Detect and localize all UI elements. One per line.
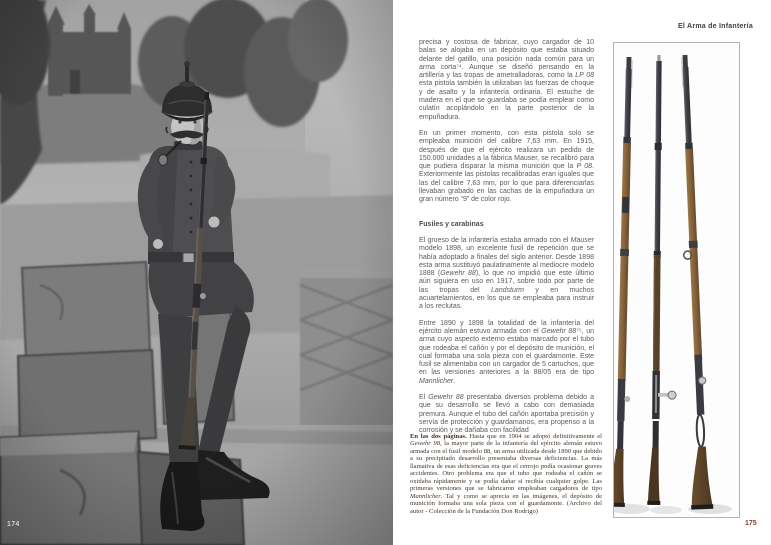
paragraph: El Gewehr 88 presentaba diversos problema debido a que su desarrollo se llevó a cabo con demasiada premura. Aunque el tubo del cañón aportaba precisión y servía de protección y guardamanos, era propenso a la corrosión y se dañaba con facilidad [419,393,594,435]
paragraph: El grueso de la infantería estaba armado con el Mauser modelo 1898, un excelente fusil de repetición que se había adoptado a finales del siglo anterior. Desde 1898 esta arma sustituyó paulatinamente al mediocre modelo 1888 (Gewehr 88), lo que no impidió que este último aún siguiera en uso en 1917, sobre todo por parte de las tropas del Landsturm y en muchos acuartelamientos, en los que se empleaba para instruir a los reclutas. [419,236,594,311]
caption-body: Hasta que en 1904 se adoptó definitivamente el Gewehr 98, la mayor parte de la infantería del ejército alemán estuvo armada con el fusil modelo 88, un arma utilizada desde 1890 que debido a su precipitado desarrollo presentaba diversas deficiencias. La más llamativa de esas deficiencias era que el cerrojo podía ocasionar graves accidentes. Otro problema era que el tubo que rodeaba el cañón se oxidaba rápidamente y se podía dañar si recibía cualquier golpe. Las primeras versiones que se fabricaron empleaban cargadores de tipo Mannlicher. Tal y como se aprecia en las imágenes, el depósito de munición formaba una sola pieza con el guardamonte. (Archivo del autor - Colección de la Fundación Don Rodrigo) [410,433,602,515]
rifles-photo-illustration [614,43,739,517]
paragraph: En un primer momento, con esta pistola solo se empleaba munición del calibre 7,63 mm. En 1915, después de que el ejército realizara un pedido de 150.000 unidades a la fábrica Mauser, se recalibró para que pudiera disparar la misma munición que la P 08. Exteriormente las pistolas recalibradas eran iguales que las del calibre 7,63 mm, por lo que para diferenciarlas llevaban grabado en las cachas de la empuñadura un gran número “9” de color rojo. [419,129,594,204]
paragraph: Entre 1890 y 1898 la totalidad de la infantería del ejército alemán estuvo armada con el Gewehr 88⁷⁵, un arma cuyo aspecto externo estaba marcado por el tubo que rodeaba el cañón y por el depósito de munición, el cual formaba una sola pieza con el guardamonte. Este fusil se alimentaba con un cargador de 5 cartuchos, que en las versiones anteriores a la 88/05 era de tipo Mannlicher. [419,319,594,385]
paragraph: precisa y costosa de fabricar, cuyo cargador de 10 balas se alojaba en un depósito que estaba situado delante del gatillo, una posición nada común para un arma corta⁷⁴. Aunque se diseñó pensando en la artillería y las tropas de ametralladoras, como la LP 08 esta pistola también la utilizaban las fuerzas de choque y de asalto y la infantería ordinaria. El estuche de madera en el que se guardaba se podía emplear como culatín acoplándolo en la parte posterior de la empuñadura. [419,39,594,121]
rifles-photo-frame [613,42,740,518]
section-heading: Fusiles y carabinas [419,220,484,228]
running-header: El Arma de Infantería [677,23,753,30]
article-text-column [419,39,594,443]
caption-lead: En las dos páginas. [410,433,467,440]
photo-caption [410,433,602,515]
page-number-right: 175 [745,520,757,527]
page-number-left: 174 [7,521,20,528]
